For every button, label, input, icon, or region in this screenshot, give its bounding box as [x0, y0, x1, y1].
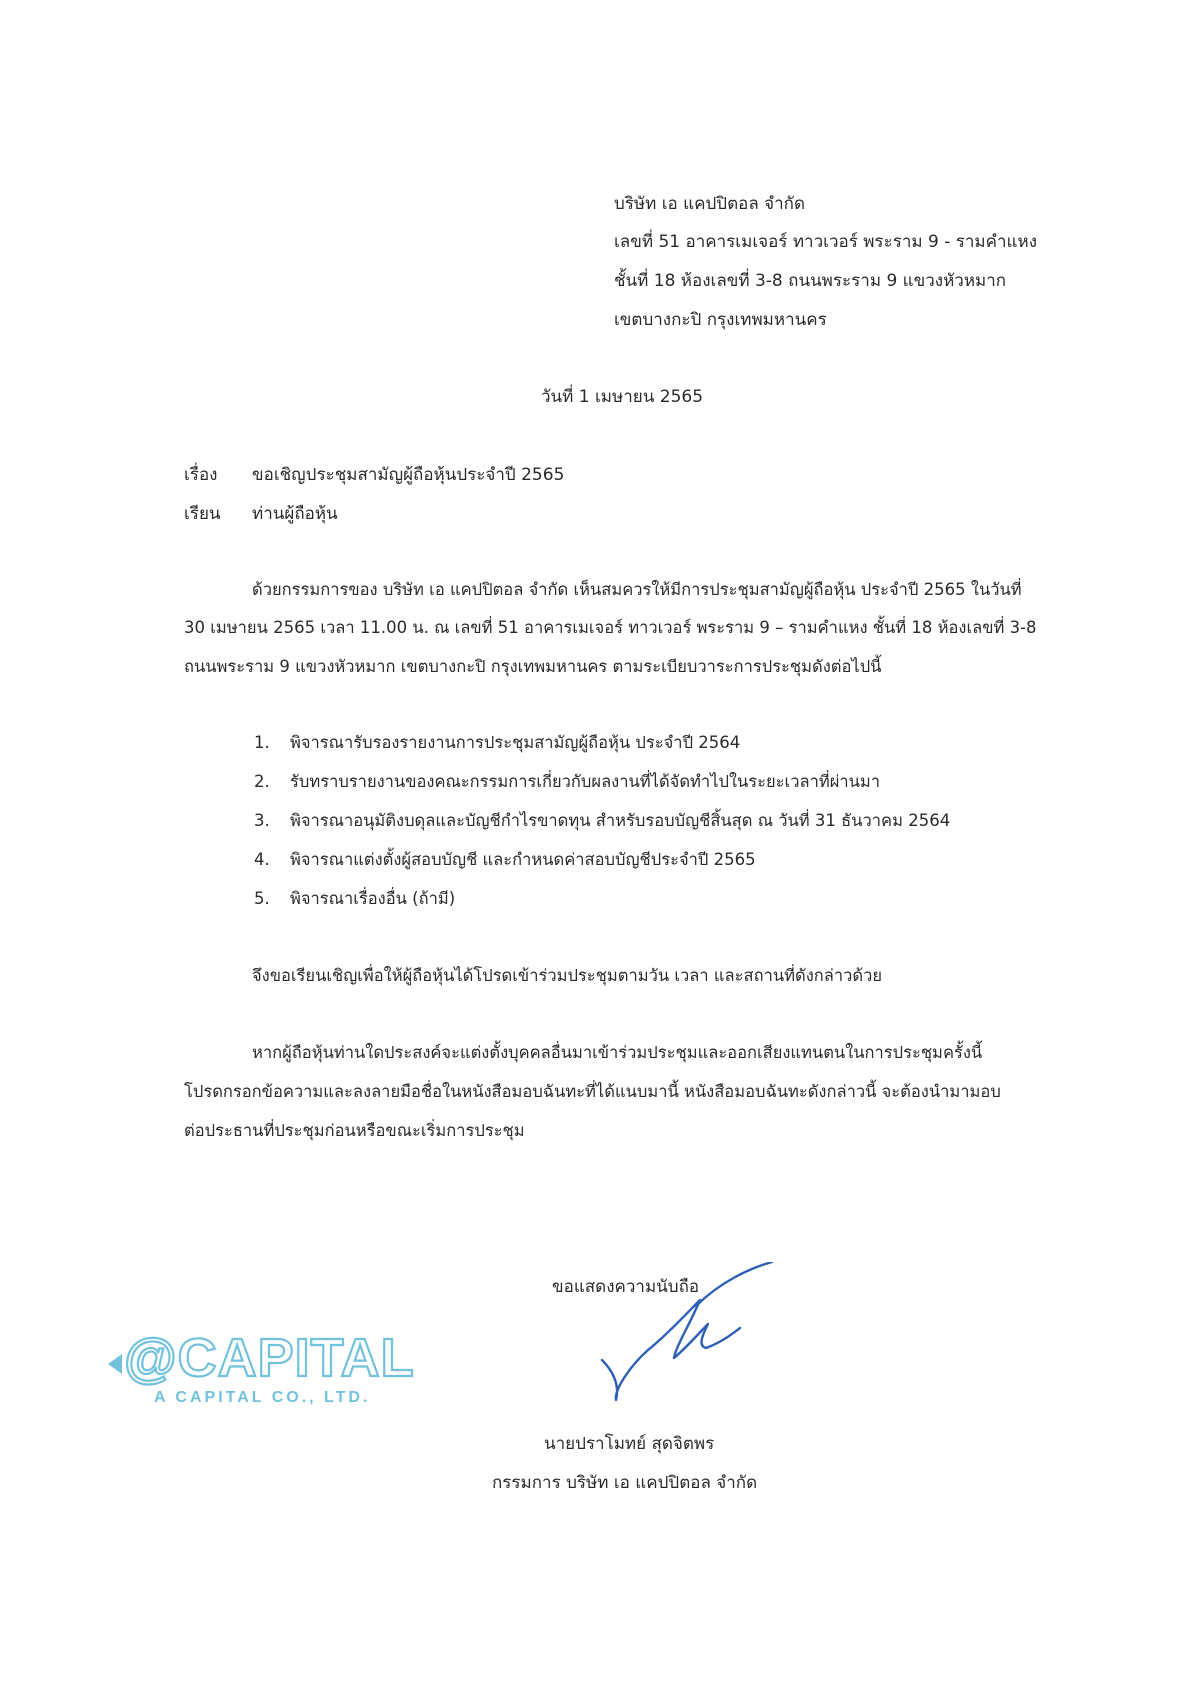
- agenda-item-text: พิจารณารับรองรายงานการประชุมสามัญผู้ถือหุ้น ประจำปี 2564: [290, 733, 741, 752]
- agenda-item-number: 5.: [254, 889, 270, 908]
- agenda-item-number: 1.: [254, 733, 270, 752]
- intro-line-3: ถนนพระราม 9 แขวงหัวหมาก เขตบางกะปิ กรุงเทพมหานคร ตามระเบียบวาระการประชุมดังต่อไปนี้: [184, 657, 882, 676]
- agenda-item-text: พิจารณาแต่งตั้งผู้สอบบัญชี และกำหนดค่าสอบบัญชีประจำปี 2565: [290, 850, 756, 869]
- signature-stroke: [696, 1262, 772, 1306]
- agenda-item-text: พิจารณาเรื่องอื่น (ถ้ามี): [290, 889, 456, 908]
- addressee-text: ท่านผู้ถือหุ้น: [252, 504, 338, 524]
- closing-text: ขอแสดงความนับถือ: [552, 1277, 700, 1297]
- signatory-title: กรรมการ บริษัท เอ แคปปิตอล จำกัด: [492, 1473, 758, 1493]
- intro-line-1: ด้วยกรรมการของ บริษัท เอ แคปปิตอล จำกัด เห็นสมควรให้มีการประชุมสามัญผู้ถือหุ้น ประจำปี 2565 ในวันที่: [252, 580, 1022, 599]
- agenda-item-number: 4.: [254, 850, 270, 869]
- letter-date: วันที่ 1 เมษายน 2565: [541, 387, 704, 407]
- signatory-name: นายปราโมทย์ สุดจิตพร: [544, 1434, 715, 1454]
- company-name: บริษัท เอ แคปปิตอล จำกัด: [614, 194, 805, 214]
- intro-line-2: 30 เมษายน 2565 เวลา 11.00 น. ณ เลขที่ 51 อาคารเมเจอร์ ทาวเวอร์ พระราม 9 – รามคำแหง ชั้นที่ 18 ห้องเลขที่ 3-8: [184, 618, 1037, 637]
- proxy-line-1: หากผู้ถือหุ้นท่านใดประสงค์จะแต่งตั้งบุคคลอื่นมาเข้าร่วมประชุมและออกเสียงแทนตนในการประชุมครั้งนี้: [252, 1043, 983, 1062]
- agenda-item-text: รับทราบรายงานของคณะกรรมการเกี่ยวกับผลงานที่ได้จัดทำไปในระยะเวลาที่ผ่านมา: [290, 772, 881, 791]
- stamp-main-text: @CAPITAL: [124, 1328, 415, 1388]
- stamp-arrow-icon: [108, 1354, 122, 1374]
- subject-text: ขอเชิญประชุมสามัญผู้ถือหุ้นประจำปี 2565: [252, 465, 565, 485]
- signature: [590, 1262, 790, 1412]
- agenda-item-text: พิจารณาอนุมัติงบดุลและบัญชีกำไรขาดทุน สำหรับรอบบัญชีสิ้นสุด ณ วันที่ 31 ธันวาคม 2564: [290, 811, 951, 830]
- proxy-line-3: ต่อประธานที่ประชุมก่อนหรือขณะเริ่มการประชุม: [184, 1121, 525, 1140]
- company-address-line-1: เลขที่ 51 อาคารเมเจอร์ ทาวเวอร์ พระราม 9 - รามคำแหง: [614, 232, 1038, 252]
- company-address-line-2: ชั้นที่ 18 ห้องเลขที่ 3-8 ถนนพระราม 9 แขวงหัวหมาก: [614, 271, 1007, 291]
- agenda-item-number: 3.: [254, 811, 270, 830]
- stamp-sub-text: A CAPITAL CO., LTD.: [154, 1389, 371, 1406]
- addressee-label: เรียน: [184, 504, 221, 524]
- agenda-item-number: 2.: [254, 772, 270, 791]
- subject-label: เรื่อง: [184, 465, 218, 485]
- signature-stroke: [648, 1300, 740, 1358]
- invitation-text: จึงขอเรียนเชิญเพื่อให้ผู้ถือหุ้นได้โปรดเข้าร่วมประชุมตามวัน เวลา และสถานที่ดังกล่าวด้วย: [252, 966, 883, 985]
- signature-stroke: [602, 1350, 648, 1400]
- company-stamp: [102, 1320, 432, 1410]
- company-address-line-3: เขตบางกะปิ กรุงเทพมหานคร: [614, 310, 827, 330]
- proxy-line-2: โปรดกรอกข้อความและลงลายมือชื่อในหนังสือมอบฉันทะที่ได้แนบมานี้ หนังสือมอบฉันทะดังกล่าวนี้ จะต้องนำมามอบ: [184, 1082, 1001, 1101]
